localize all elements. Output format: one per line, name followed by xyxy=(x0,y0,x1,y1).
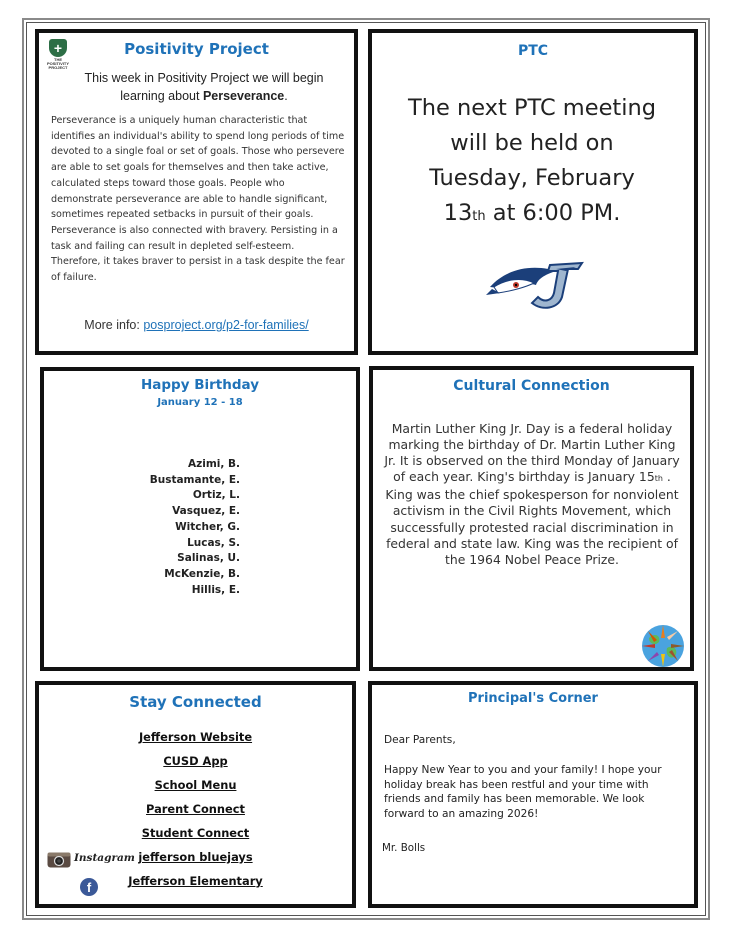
birthday-name: Vasquez, E. xyxy=(172,505,240,518)
link-student-connect[interactable]: Student Connect xyxy=(141,826,250,840)
birthday-panel xyxy=(40,367,360,671)
birthday-name: Hillis, E. xyxy=(191,583,240,596)
more-info-label: More info: xyxy=(84,318,144,332)
birthday-names xyxy=(144,457,240,598)
principal-greeting: Dear Parents, xyxy=(384,734,456,746)
positivity-paragraph-1: Perseverance is a uniquely human characteristic that identifies an individual's ability to spend long periods of time devoted to a single foal or set of goals. Those who persevere are able to set goals for themselves and then take active, calculated steps toward those goals. People who demonstrate perseverance are able to handle significant, sometimes repeated setbacks in pursuit of their goals. xyxy=(51,115,345,221)
positivity-project-title: Positivity Project xyxy=(124,40,269,58)
link-school-menu[interactable]: School Menu xyxy=(154,778,237,792)
logo-text: THE POSITIVITY PROJECT xyxy=(46,57,69,70)
intro-period: . xyxy=(284,89,288,103)
facebook-icon[interactable]: f xyxy=(80,878,98,896)
birthday-name: Bustamante, E. xyxy=(149,473,240,486)
intro-text: This week in Positivity Project we will begin learning about xyxy=(84,71,324,103)
birthday-name: Witcher, G. xyxy=(175,520,240,533)
cultural-text-continued: . King was the chief spokesperson for nonviolent activism in the Civil Rights Movement, which successfully protested racial discrimination in federal and state law. King was the recipient of the 1964 Nobel Peace Prize. xyxy=(385,469,679,567)
ptc-line-4 xyxy=(382,196,682,234)
ptc-line-3: Tuesday, February xyxy=(429,165,635,191)
stay-connected-panel xyxy=(35,681,356,908)
principal-message: Happy New Year to you and your family! I hope your holiday break has been restful and your time with friends and family has been memorable. We look forward to an amazing 2026! xyxy=(384,764,662,820)
positivity-body xyxy=(51,113,346,286)
positivity-project-panel xyxy=(35,29,358,355)
bluejay-mascot-icon xyxy=(486,259,586,313)
instagram-label[interactable]: Instagram xyxy=(74,852,135,864)
shield-plus-icon: + xyxy=(49,39,67,57)
link-cusd-app[interactable]: CUSD App xyxy=(163,754,228,768)
cultural-body xyxy=(383,421,681,568)
globe-hands-icon xyxy=(641,624,685,668)
cultural-connection-panel xyxy=(369,366,694,671)
birthday-title: Happy Birthday xyxy=(140,377,260,393)
ptc-date: 13 xyxy=(443,200,473,226)
link-jefferson-elementary[interactable]: Jefferson Elementary xyxy=(128,874,263,888)
instagram-icon[interactable] xyxy=(47,852,71,868)
birthday-name: Lucas, S. xyxy=(187,536,240,549)
cultural-title: Cultural Connection xyxy=(453,378,610,394)
connected-links xyxy=(39,725,352,893)
positivity-paragraph-2: Perseverance is also connected with bravery. Persisting in a task and failing can result in depleted self-esteem. Therefore, it takes braver to persist in a task despite the fear of failure. xyxy=(51,224,345,284)
stay-connected-title: Stay Connected xyxy=(129,693,262,711)
principal-signature: Mr. Bolls xyxy=(382,842,426,854)
cultural-ordinal: th xyxy=(654,474,663,484)
principals-corner-panel xyxy=(368,681,698,908)
more-info xyxy=(39,318,354,332)
birthday-name: Salinas, U. xyxy=(177,552,240,565)
intro-trait: Perseverance xyxy=(202,89,285,103)
birthday-name: Ortiz, L. xyxy=(192,489,240,502)
ptc-panel xyxy=(368,29,698,355)
ptc-title: PTC xyxy=(517,43,549,59)
birthday-range: January 12 - 18 xyxy=(157,397,243,408)
positivity-intro xyxy=(69,69,339,105)
link-jefferson-website[interactable]: Jefferson Website xyxy=(138,730,253,744)
ptc-date-suffix: th xyxy=(472,209,486,224)
birthday-name: McKenzie, B. xyxy=(164,567,240,580)
cultural-text: Martin Luther King Jr. Day is a federal holiday marking the birthday of Dr. Martin Luther King Jr. It is observed on the third Monday of January of each year. King's birthday is January 15 xyxy=(384,421,680,485)
ptc-time: at 6:00 PM. xyxy=(485,200,621,226)
link-jefferson-bluejays[interactable]: jefferson bluejays xyxy=(138,850,253,864)
birthday-name: Azimi, B. xyxy=(187,458,240,470)
link-parent-connect[interactable]: Parent Connect xyxy=(146,802,245,816)
more-info-link[interactable]: posproject.org/p2-for-families/ xyxy=(143,318,309,332)
ptc-announcement xyxy=(382,91,682,234)
principal-title: Principal's Corner xyxy=(468,691,598,706)
ptc-line-1: The next PTC meeting xyxy=(407,95,657,121)
ptc-line-2: will be held on xyxy=(450,130,614,156)
